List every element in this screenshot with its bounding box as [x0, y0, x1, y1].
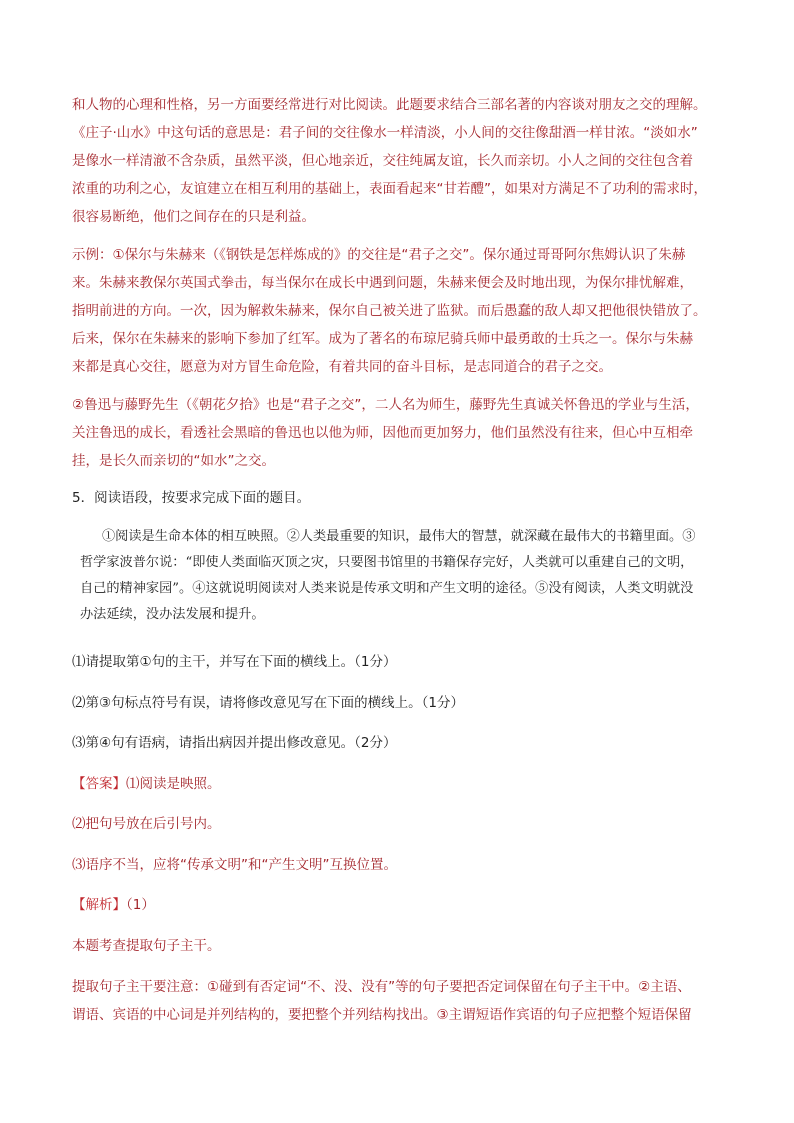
sub-question-3: [72, 729, 732, 757]
sub-question-2: [72, 689, 732, 717]
text-line: 浓重的功利之心，友谊建立在相互利用的基础上，表面看起来“甘若醴”，如果对方满足不了功利的需求时，: [72, 181, 707, 197]
analysis-text: 谓语、宾语的中心词是并列结构的，要把整个并列结构找出。③主谓短语作宾语的句子应把整个短语保留: [72, 1007, 692, 1023]
analysis-text: 本题考查提取句子主干。: [72, 938, 221, 954]
answer-text: ⑵把句号放在后引号内。: [72, 816, 221, 832]
text-line: ②鲁迅与藤野先生（《朝花夕拾》也是“君子之交”，二人名为师生，藤野先生真诚关怀鲁迅的学业与生活，: [72, 397, 699, 413]
answer-text: ⑴阅读是映照。: [126, 776, 221, 792]
sub-question: ⑴请提取第①句的主干，并写在下面的横线上。（1分）: [72, 654, 397, 670]
answer-text: ⑶语序不当，应将“传承文明”和“产生文明”互换位置。: [72, 857, 397, 873]
question-stem: 5．阅读语段，按要求完成下面的题目。: [72, 490, 311, 506]
answer-section: [72, 770, 732, 798]
text-line: 很容易断绝，他们之间存在的只是利益。: [72, 209, 315, 225]
example-paragraph-2: [72, 391, 732, 475]
text-line: 挂，是长久而亲切的“如水”之交。: [72, 453, 275, 469]
answer-line-2: [72, 810, 732, 838]
sub-question: ⑵第③句标点符号有误，请将修改意见写在下面的横线上。（1分）: [72, 695, 464, 711]
analysis-line: [72, 891, 732, 919]
sub-question-1: [72, 648, 732, 676]
analysis-paragraph: [72, 973, 732, 1029]
answer-tag: 【答案】: [72, 776, 126, 792]
passage-line: ①阅读是生命本体的相互映照。②人类最重要的知识，最伟大的智慧，就深藏在最伟大的书籍里面。③: [102, 529, 696, 544]
analysis-header: [72, 891, 732, 919]
question-5-stem: [72, 484, 732, 512]
sub-question: ⑶第④句有语病，请指出病因并提出修改意见。（2分）: [72, 735, 397, 751]
text-line: 来。朱赫来教保尔英国式拳击，每当保尔在成长中遇到问题，朱赫来便会及时地出现，为保尔排忧解难，: [72, 275, 693, 291]
text-line: 和人物的心理和性格，另一方面要经常进行对比阅读。此题要求结合三部名著的内容谈对朋友之交的理解。: [72, 97, 707, 113]
example-paragraph-1: [72, 241, 732, 381]
text-line: 指明前进的方向。一次，因为解救朱赫来，保尔自己被关进了监狱。而后愚蠢的敌人却又把他很快错放了。: [72, 303, 707, 319]
text-line: 后来，保尔在朱赫来的影响下参加了红军。成为了著名的布琼尼骑兵师中最勇敢的士兵之一。保尔与朱赫: [72, 331, 693, 347]
analysis-text: 提取句子主干要注意：①碰到有否定词“不、没、没有”等的句子要把否定词保留在句子主干中。②主语、: [72, 979, 691, 995]
passage-line: 自己的精神家园”。④这就说明阅读对人类来说是传承文明和产生文明的途径。⑤没有阅读，人类文明就没: [80, 581, 694, 596]
text-line: 《庄子·山水》中这句话的意思是：君子间的交往像水一样清淡，小人间的交往像甜酒一样甘浓。“淡如水”: [72, 125, 698, 141]
analysis-intro-paragraph: [72, 91, 732, 231]
analysis-line-1: [72, 932, 732, 960]
answer-line-3: [72, 851, 732, 879]
passage-line: 哲学家波普尔说：“即使人类面临灭顶之灾，只要图书馆里的书籍保存完好，人类就可以重建自己的文明，: [80, 555, 694, 570]
text-line: 是像水一样清澈不含杂质，虽然平淡，但心地亲近，交往纯属友谊，长久而亲切。小人之间的交往包含着: [72, 153, 693, 169]
passage-line: 办法延续，没办法发展和提升。: [80, 607, 265, 622]
analysis-text: （1）: [126, 897, 155, 913]
text-line: 示例：①保尔与朱赫来（《钢铁是怎样炼成的》的交往是“君子之交”。保尔通过哥哥阿尔焦姆认识了朱赫: [72, 247, 686, 263]
text-line: 关注鲁迅的成长，看透社会黑暗的鲁迅也以他为师，因他而更加努力，他们虽然没有往来，但心中互相牵: [72, 425, 693, 441]
analysis-tag: 【解析】: [72, 897, 126, 913]
reading-passage: [80, 524, 740, 628]
text-line: 来都是真心交往，愿意为对方冒生命危险，有着共同的奋斗目标，是志同道合的君子之交。: [72, 359, 612, 375]
answer-line: [72, 770, 732, 798]
